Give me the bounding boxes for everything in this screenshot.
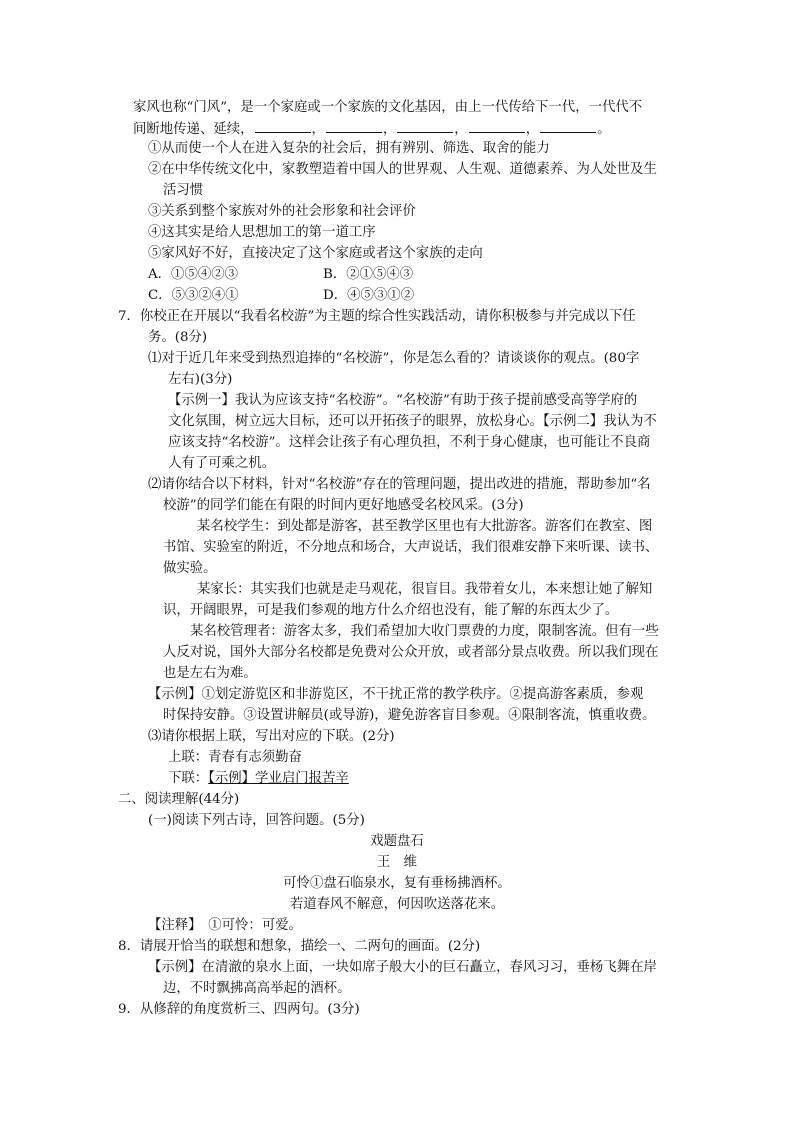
q7-part2-question-1: ⑵请你结合以下材料，针对“名校游”存在的管理问题，提出改进的措施，帮助参加“名 (148, 477, 651, 492)
end-mark: 。 (597, 122, 611, 137)
q6-intro-prefix: 间断地传递、延续， (133, 122, 254, 137)
material-manager-3: 也是左右为难。 (163, 666, 257, 681)
q8-answer-2: 边，不时飘拂高高举起的酒杯。 (163, 981, 351, 996)
sep: ， (382, 122, 397, 137)
poem-author: 王 维 (376, 855, 418, 870)
sep: ， (525, 122, 540, 137)
q7-part2-answer-2: 时保持安静。③设置讲解员(或导游)，避免游客盲目参观。④限制客流，慎重收费。 (163, 708, 656, 723)
material-parent-1: 某家长：其实我们也就是走马观花，很盲目。我带着女儿，本来想让她了解知 (197, 582, 653, 597)
q7-part2-question-2: 校游”的同学们能在有限的时间内更好地感受名校风采。(3分) (163, 498, 524, 513)
q9-title: 9．从修辞的角度赏析三、四两句。(3分) (118, 1002, 360, 1017)
poem-note: 【注释】 ①可怜：可爱。 (148, 918, 302, 933)
q7-part1-answer-4: 人有了可乘之机。 (168, 456, 276, 471)
q7-title-2: 务。(8分) (148, 330, 208, 345)
q7-part2-answer-1: 【示例】①划定游览区和非游览区，不干扰正常的教学秩序。②提高游客素质，参观 (148, 687, 644, 702)
q7-part1-answer-3: 应该支持“名校游”。这样会让孩子有心理负担，不利于身心健康，也可能让不良商 (168, 435, 651, 450)
q8-answer-1: 【示例】在清澈的泉水上面，一块如席子般大小的巨石矗立，春风习习，垂杨飞舞在岸 (148, 960, 657, 975)
section-2-sub-1: (一)阅读下列古诗，回答问题。(5分) (148, 813, 365, 828)
blank-4[interactable] (469, 118, 525, 133)
q7-part1-question-2: 左右)(3分) (168, 372, 233, 387)
material-student-1: 某名校学生：到处都是游客，甚至教学区里也有大批游客。游客们在教室、图 (197, 519, 653, 534)
q6-intro-line-1: 家风也称“门风”，是一个家庭或一个家族的文化基因，由上一代传给下一代，一代代不 (133, 100, 643, 115)
poem-line-2: 若道春风不解意，何因吹送落花来。 (289, 897, 505, 912)
q6-item-3: ③关系到整个家族对外的社会形象和社会评价 (148, 204, 416, 219)
material-parent-2: 识，开阔眼界，可是我们参观的地方什么介绍也没有，能了解的东西太少了。 (163, 603, 619, 618)
material-student-3: 做实验。 (163, 561, 217, 576)
material-manager-2: 人反对说，国外大部分名校都是免费对公众开放，或者部分景点收费。所以我们现在 (163, 645, 659, 660)
blank-5[interactable] (540, 118, 596, 133)
q8-title: 8．请展开恰当的联想和想象，描绘一、二两句的画面。(2分) (118, 939, 481, 954)
q6-intro-line-2 (133, 118, 610, 140)
q6-option-d[interactable]: D．④⑤③①② (323, 288, 415, 303)
q7-part1-question-1: ⑴对于近几年来受到热烈追捧的“名校游”，你是怎么看的？请谈谈你的观点。(80字 (148, 351, 640, 366)
q6-option-c[interactable]: C．⑤③②④① (148, 288, 239, 303)
q7-part3-question: ⑶请你根据上联，写出对应的下联。(2分) (148, 729, 395, 744)
q7-part3-lower-couplet (168, 769, 349, 789)
q6-item-4: ④这其实是给人思想加工的第一道工序 (148, 225, 376, 240)
q6-item-2a: ②在中华传统文化中，家教塑造着中国人的世界观、人生观、道德素养、为人处世及生 (148, 162, 657, 177)
q7-part1-answer-2: 文化氛围，树立远大目标，还可以开拓孩子的眼界，放松身心。【示例二】我认为不 (168, 414, 657, 429)
q7-title-1: 7．你校正在开展以“我看名校游”为主题的综合性实践活动，请你积极参与并完成以下任 (118, 309, 636, 324)
sep: ， (454, 122, 468, 137)
material-student-2: 书馆、实验室的附近，不分地点和场合，大声说话，我们很难安静下来听课、读书、 (163, 540, 659, 555)
q7-part1-answer-1: 【示例一】我认为应该支持“名校游”。“名校游”有助于孩子提前感受高等学府的 (168, 393, 638, 408)
material-manager-1: 某名校管理者：游客太多，我们希望加大收门票费的力度，限制客流。但有一些 (190, 624, 659, 639)
poem-title: 戏题盘石 (370, 834, 424, 849)
q7-part3-upper-couplet: 上联：青春有志须勤奋 (168, 750, 302, 765)
q6-item-1: ①从而使一个人在进入复杂的社会后，拥有辨别、筛选、取舍的能力 (148, 141, 550, 156)
lower-couplet-label: 下联： (168, 771, 209, 786)
blank-3[interactable] (397, 118, 453, 133)
poem-line-1: 可怜①盘石临泉水，复有垂杨拂酒杯。 (283, 876, 511, 891)
q6-option-b[interactable]: B．②①⑤④③ (323, 267, 414, 282)
section-2-title: 二、阅读理解(44分) (118, 792, 240, 807)
lower-couplet-answer: 【示例】学业启门报苦辛 (208, 771, 349, 786)
q6-option-a[interactable]: A．①⑤④②③ (148, 267, 239, 282)
blank-2[interactable] (326, 118, 382, 133)
sep: ， (311, 122, 325, 137)
q6-item-5: ⑤家风好不好，直接决定了这个家庭或者这个家族的走向 (148, 246, 483, 261)
blank-1[interactable] (255, 118, 311, 133)
q6-item-2b: 活习惯 (163, 183, 204, 198)
